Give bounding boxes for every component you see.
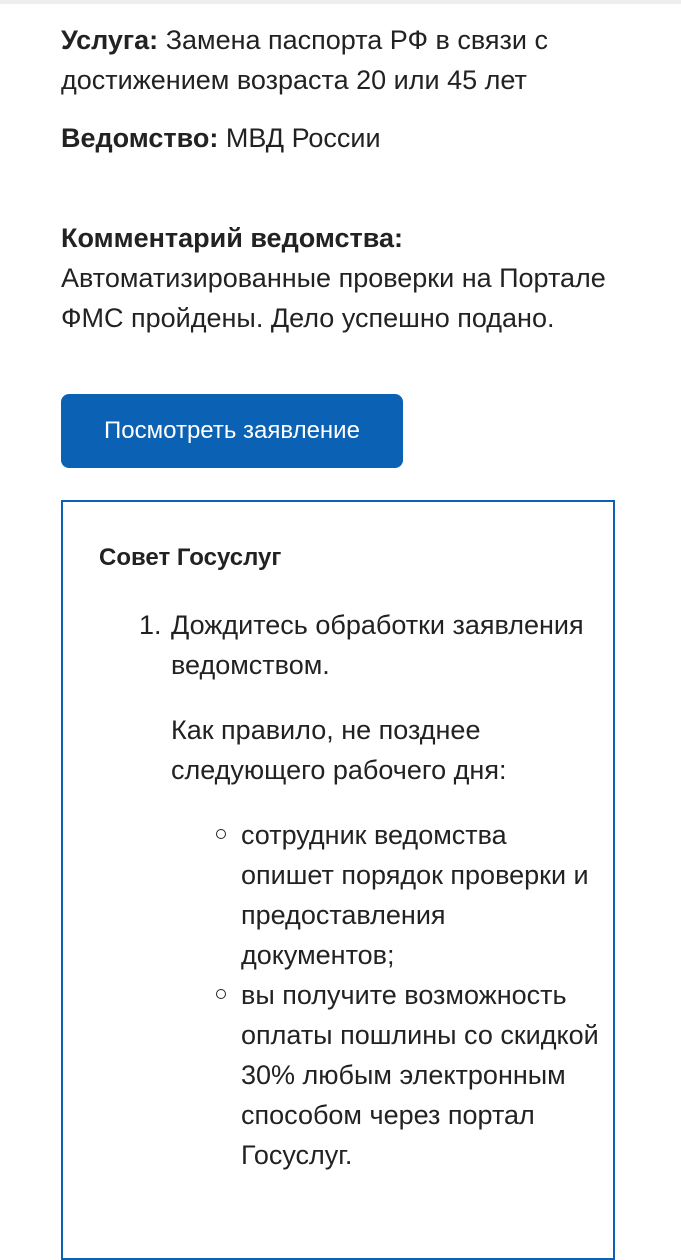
bullet-text: сотрудник ведомства опишет порядок проверки и предоставления документов; [241, 820, 589, 970]
advice-bullet-list [213, 815, 603, 1175]
service-field [61, 20, 651, 100]
agency-comment-text: Автоматизированные проверки на Портале ФМС пройдены. Дело успешно подано. [61, 263, 606, 333]
list-item [213, 815, 603, 975]
agency-label: Ведомство: [61, 123, 219, 153]
service-label: Услуга: [61, 25, 159, 55]
view-application-button[interactable]: Посмотреть заявление [61, 394, 403, 468]
bullet-text: вы получите возможность оплаты пошлины со скидкой 30% любым электронным способом через портал Госуслуг. [241, 980, 599, 1170]
circle-bullet-icon [216, 829, 226, 839]
top-divider [0, 0, 681, 4]
agency-value: МВД России [225, 123, 381, 153]
agency-comment-heading: Комментарий ведомства: [61, 223, 403, 253]
advice-title: Совет Госуслуг [99, 544, 282, 571]
list-item [213, 975, 603, 1175]
service-value: Замена паспорта РФ в связи с достижением возраста 20 или 45 лет [61, 25, 549, 95]
gosuslugi-advice-box [61, 500, 615, 1260]
agency-field [61, 118, 651, 158]
circle-bullet-icon [216, 989, 226, 999]
step-text: Дождитесь обработки заявления ведомством. [171, 610, 584, 680]
step-number: 1. [139, 610, 162, 640]
step-note: Как правило, не позднее следующего рабочего дня: [171, 715, 507, 785]
application-status-section [61, 20, 651, 468]
